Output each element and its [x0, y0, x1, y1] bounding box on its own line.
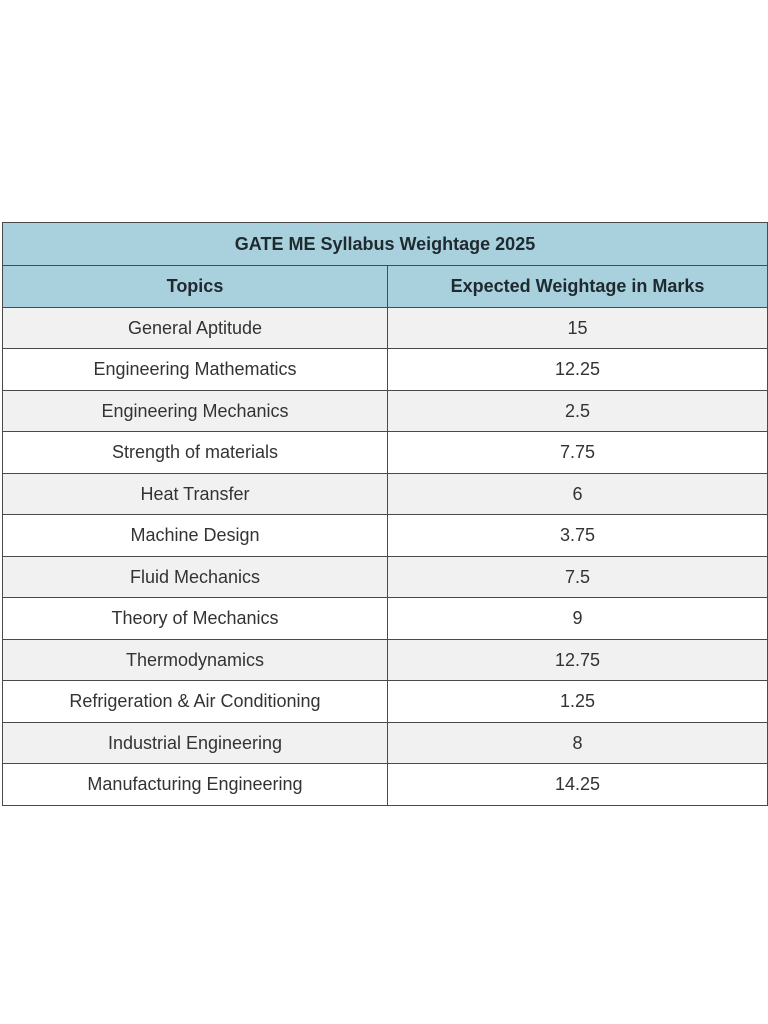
weight-cell: 8 [388, 722, 768, 764]
table-row [3, 432, 768, 474]
table-title: GATE ME Syllabus Weightage 2025 [3, 223, 768, 266]
topic-cell: Manufacturing Engineering [3, 764, 388, 806]
topic-cell: Thermodynamics [3, 639, 388, 681]
topic-cell: Machine Design [3, 515, 388, 557]
topic-cell: Engineering Mechanics [3, 390, 388, 432]
weight-cell: 12.75 [388, 639, 768, 681]
table-header-row [3, 266, 768, 308]
header-topics: Topics [3, 266, 388, 308]
weight-cell: 14.25 [388, 764, 768, 806]
table-row [3, 556, 768, 598]
weight-cell: 9 [388, 598, 768, 640]
weight-cell: 15 [388, 307, 768, 349]
table-row [3, 598, 768, 640]
weight-cell: 6 [388, 473, 768, 515]
weight-cell: 12.25 [388, 349, 768, 391]
table-row [3, 681, 768, 723]
syllabus-weightage-table [2, 222, 768, 806]
topic-cell: Theory of Mechanics [3, 598, 388, 640]
table-body [3, 307, 768, 805]
table-row [3, 390, 768, 432]
topic-cell: Fluid Mechanics [3, 556, 388, 598]
topic-cell: Heat Transfer [3, 473, 388, 515]
table-row [3, 473, 768, 515]
table-row [3, 722, 768, 764]
topic-cell: Strength of materials [3, 432, 388, 474]
weight-cell: 2.5 [388, 390, 768, 432]
topic-cell: General Aptitude [3, 307, 388, 349]
weight-cell: 7.5 [388, 556, 768, 598]
weight-cell: 3.75 [388, 515, 768, 557]
header-weightage: Expected Weightage in Marks [388, 266, 768, 308]
weight-cell: 7.75 [388, 432, 768, 474]
topic-cell: Refrigeration & Air Conditioning [3, 681, 388, 723]
topic-cell: Engineering Mathematics [3, 349, 388, 391]
table-title-row [3, 223, 768, 266]
table-row [3, 349, 768, 391]
weight-cell: 1.25 [388, 681, 768, 723]
table-row [3, 764, 768, 806]
table-row [3, 515, 768, 557]
table-row [3, 639, 768, 681]
table-row [3, 307, 768, 349]
topic-cell: Industrial Engineering [3, 722, 388, 764]
